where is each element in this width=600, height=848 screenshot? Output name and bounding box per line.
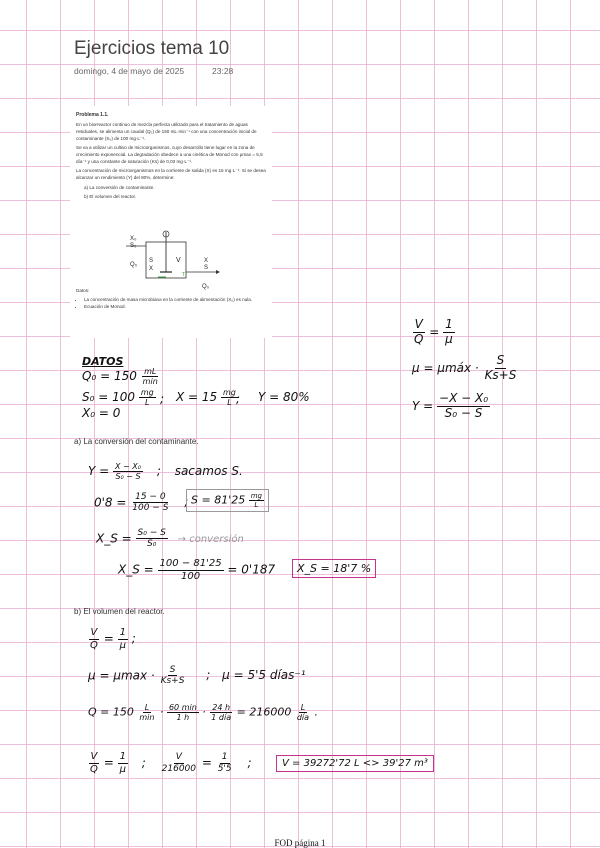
datos-x: X = 15 $\frac{mg}{L}$ bbox=[176, 388, 236, 408]
label-x-out: X bbox=[204, 258, 209, 264]
datos-s0: S₀ = 100 $\frac{mg}{L}$ bbox=[82, 388, 154, 408]
b-line-3: Q = 150 $\frac{L}{\min}$ · $\frac{60 \min}{1 h}$ · $\frac{24 h}{\text{1 día}}$ = 216000 $\frac{L}{\text{día}}$ . bbox=[88, 703, 319, 723]
a-line-3: X_S = $\frac{\text{S₀ − S}}{\text{S₀}}$ → conversión bbox=[96, 528, 244, 550]
datos-x0: X₀ = 0 bbox=[82, 406, 121, 420]
notes-title: Datos: bbox=[76, 287, 90, 293]
question-a: a) La conversión del contaminante. bbox=[74, 437, 199, 446]
label-x: X bbox=[149, 266, 154, 272]
datos-sep-2: ; bbox=[236, 392, 241, 406]
datos-heading: DATOS bbox=[82, 355, 124, 368]
label-s-out: S bbox=[204, 265, 209, 271]
datos-y: Y = 80% bbox=[258, 390, 310, 404]
label-v: V bbox=[176, 257, 181, 264]
page-title: Ejercicios tema 10 bbox=[74, 38, 230, 59]
problem-item-a: a) La conversión de contaminante. bbox=[84, 184, 155, 190]
b-line-1: $\frac{V}{Q}$ = $\frac{1}{\mu}$ ; bbox=[90, 627, 136, 651]
problem-paragraph-3: La concentración de microorganismos en la corriente de salida (X) es 15 mg·L⁻¹. Si se desea alcanzar un rendimiento (Y) del 80%, determine: bbox=[76, 168, 266, 180]
page-footer: FOD página 1 bbox=[274, 838, 326, 848]
question-b: b) El volumen del reactor. bbox=[74, 607, 165, 616]
a-line-2: 0'8 = $\frac{15 - 0}{100 - S}$ ; bbox=[94, 492, 189, 514]
a-line-1: Y = $\frac{\text{X − X₀}}{\text{S₀ − S}}$ ; sacamos S. bbox=[88, 462, 243, 482]
problem-paragraph-1: En un biorreactor continuo de mezcla perfecta utilizado para el tratamiento de aguas residuales, se alimenta un caudal (Q₀) de 150 mL·min⁻¹ con una concentración inicial de contaminante (S₀) de 100 mg·L⁻¹. bbox=[76, 122, 257, 141]
formula-yield: Y = $\frac{\text{−X − X₀}}{\text{S₀ − S}}$ bbox=[412, 391, 489, 420]
label-q-out: Q₀ bbox=[202, 284, 210, 290]
label-t: T bbox=[182, 272, 186, 278]
problem-title: Problema 1.1. bbox=[76, 112, 109, 118]
reactor-diagram bbox=[120, 226, 232, 296]
label-x0: X₀ bbox=[130, 236, 137, 242]
label-s: S bbox=[149, 258, 154, 264]
outlet-arrow-icon bbox=[216, 270, 220, 274]
note-item: • La concentración de masa microbiana en la corriente de alimentación (X₀) es nula. bbox=[84, 297, 266, 304]
b-line-4: $\frac{V}{Q}$ = $\frac{1}{\mu}$ ; $\frac{V}{216000}$ = $\frac{1}{5'5}$ ; bbox=[90, 751, 252, 775]
problem-item-b: b) El volumen del reactor. bbox=[84, 194, 137, 200]
a-result-conversion: X_S = 18'7 % bbox=[292, 559, 376, 578]
formula-monod: μ = μmáx · $\frac{S}{Ks+S}$ bbox=[412, 353, 517, 382]
a-result-s: S = 81'25 $\frac{mg}{L}$ bbox=[186, 489, 269, 512]
a-line-4: X_S = $\frac{100 - 81'25}{100}$ = 0'187 bbox=[118, 558, 276, 582]
b-line-2: μ = μmax · $\frac{S}{Ks+S}$ ; μ = 5'5 días⁻¹ bbox=[88, 665, 306, 687]
datos-sep-1: ; bbox=[160, 392, 165, 406]
label-s0: S₀ bbox=[130, 243, 137, 249]
formula-vq: $\frac{V}{Q}$ = $\frac{1}{\mu}$ bbox=[414, 317, 453, 346]
label-q0: Q₀ bbox=[130, 262, 138, 268]
page-time: 23:28 bbox=[212, 66, 234, 76]
notes-list bbox=[84, 297, 266, 310]
page-date: domingo, 4 de mayo de 2025 bbox=[74, 66, 185, 76]
datos-q0: Q₀ = 150 $\frac{mL}{\min}$ bbox=[82, 367, 158, 387]
b-result-volume: V = 39272'72 L <> 39'27 m³ bbox=[276, 755, 434, 772]
note-item: • Ecuación de Monod. bbox=[84, 304, 266, 311]
problem-statement-image bbox=[70, 106, 272, 338]
problem-paragraph-2: Se va a utilizar un cultivo de microorganismos, cuyo desarrollo tiene lugar en la zona de crecimiento exponencial. La degradación obedece a una cinética de Monod con μmax = 5,5 día⁻¹ y una constante de saturación (Ks) de 0,03 mg·L⁻¹. bbox=[76, 145, 263, 164]
